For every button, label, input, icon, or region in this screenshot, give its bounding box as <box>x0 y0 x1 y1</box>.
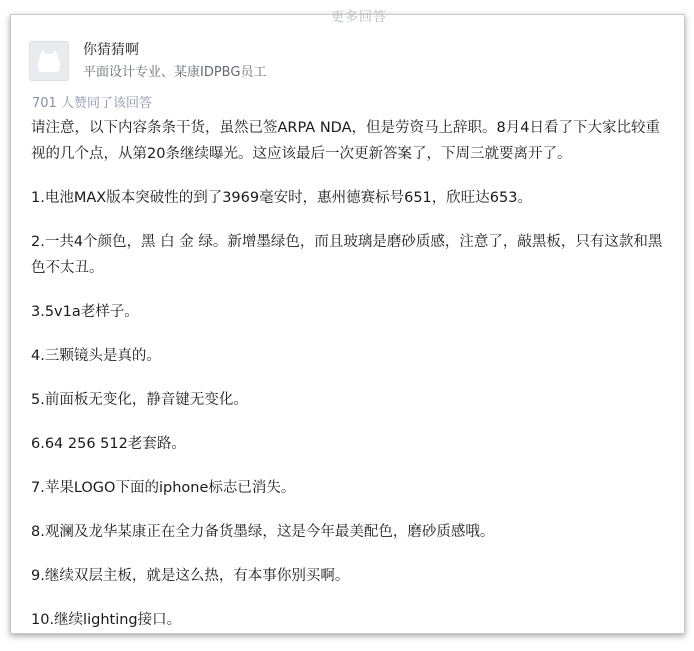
more-answers-link[interactable]: 更多回答 <box>331 10 388 25</box>
author-block <box>29 41 266 83</box>
answer-paragraph: 4.三颗镜头是真的。 <box>31 348 161 364</box>
answer-paragraph: 1.电池MAX版本突破性的到了3969毫安时，惠州德赛标号651，欣旺达653。 <box>31 190 532 206</box>
author-info <box>83 40 266 83</box>
author-bio: 平面设计专业、某康IDPBG员工 <box>83 65 267 80</box>
answer-paragraph: 5.前面板无变化，静音键无变化。 <box>31 392 248 408</box>
answer-paragraph: 2.一共4个颜色，黑 白 金 绿。新增墨绿色，而且玻璃是磨砂质感，注意了，敲黑板，只有这款和黑色不太丑。 <box>31 234 663 276</box>
answer-intro-paragraph: 请注意，以下内容条条干货，虽然已签ARPA NDA，但是劳资马上辞职。8月4日看了下大家比较重视的几个点，从第20条继续曝光。这应该最后一次更新答案了，下周三就要离开了。 <box>31 120 660 162</box>
answer-paragraph: 6.64 256 512老套路。 <box>31 436 186 452</box>
answer-paragraph: 9.继续双层主板，就是这么热，有本事你别买啊。 <box>31 568 350 584</box>
answer-paragraph: 3.5v1a老样子。 <box>31 304 139 320</box>
answer-card <box>10 10 685 634</box>
more-answers-header <box>11 10 684 25</box>
avatar[interactable] <box>29 41 69 81</box>
answer-paragraph: 8.观澜及龙华某康正在全力备货墨绿，这是今年最美配色，磨砂质感哦。 <box>31 524 495 540</box>
avatar-face-icon <box>38 54 60 72</box>
author-name[interactable]: 你猜猜啊 <box>83 42 139 58</box>
answer-paragraph: 10.继续lighting接口。 <box>31 612 182 628</box>
vote-count[interactable]: 701 人赞同了该回答 <box>32 96 152 111</box>
answer-paragraph: 7.苹果LOGO下面的iphone标志已消失。 <box>31 480 296 496</box>
answer-content <box>31 115 671 651</box>
